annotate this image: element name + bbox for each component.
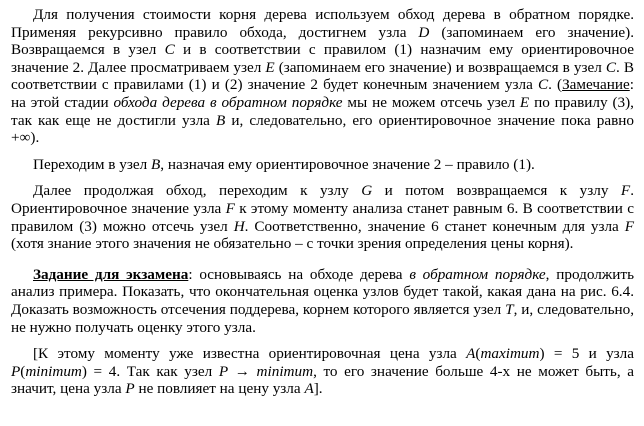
text: , то его значение больше 4-х не может быть, а значит, цена узла: [11, 362, 634, 398]
paragraph-exam-task: [11, 266, 634, 336]
text: (запоминаем его значение) и возвращаемся в узел: [274, 58, 606, 76]
var-F: F: [225, 199, 235, 217]
arrow: →: [228, 362, 257, 380]
var-minimum: minimum: [25, 362, 82, 380]
text: . (: [548, 76, 563, 94]
var-P: P: [11, 362, 21, 380]
text: Переходим в узел: [33, 155, 151, 173]
text: Далее продолжая обход, переходим к узлу: [33, 182, 362, 200]
text: ) = 5 и узла: [539, 345, 634, 363]
var-H: H: [233, 217, 245, 235]
text: к этому моменту анализа станет равным 6. В соответствии с правилом (3) можно отсечь узел: [11, 199, 634, 235]
var-P: P: [218, 362, 229, 380]
text: (: [475, 345, 481, 363]
var-F: F: [620, 182, 631, 200]
text: : на этой стадии: [11, 76, 634, 111]
emphasis: обхода дерева в обратном порядке: [113, 93, 343, 111]
text: мы не можем отсечь узел: [342, 93, 520, 111]
var-B: B: [150, 155, 161, 173]
text: [К этому моменту уже известна ориентировочная цена узла: [33, 345, 467, 363]
text: Для получения стоимости корня дерева используем обход дерева в обратном порядке. Применяя рекурсивно правило обхода, достигнем узла: [11, 6, 634, 41]
var-C: C: [537, 76, 549, 94]
paragraph-2: [11, 156, 634, 174]
emphasis: в обратном порядке: [409, 265, 546, 283]
text: . В соответствии с правилами (1) и (2) значение 2 будет конечным значением узла: [11, 58, 634, 94]
text: ].: [313, 380, 323, 398]
paragraph-bracket-note: [11, 345, 634, 398]
text: (запоминаем его значение). Возвращаемся в узел: [11, 23, 634, 59]
text: ) = 4. Так как узел: [81, 362, 219, 380]
text: по правилу (3), так как еще не достигли узла: [11, 93, 634, 129]
var-E: E: [265, 58, 275, 76]
var-B: B: [216, 111, 226, 129]
var-P: P: [125, 380, 135, 398]
text: и, следовательно, его ориентировочное значение пока равно +∞).: [11, 111, 634, 147]
text: и потом возвращаемся к узлу: [372, 182, 621, 200]
var-T: T: [505, 300, 514, 318]
var-E: E: [519, 93, 530, 111]
text: . Ориентировочное значение узла: [11, 182, 634, 217]
paragraph-1: [11, 6, 634, 147]
note-label: Замечание: [562, 76, 630, 94]
var-F: F: [624, 217, 634, 235]
var-C: C: [164, 41, 175, 59]
var-D: D: [418, 23, 430, 41]
text: (хотя знание этого значения не обязательно – с точки зрения определения цены корня).: [11, 235, 574, 253]
var-G: G: [361, 182, 373, 200]
var-maximum: maximum: [480, 345, 540, 363]
text: не повлияет на цену узла: [134, 380, 305, 398]
var-A: A: [466, 345, 476, 363]
text: (: [20, 362, 26, 380]
exam-task-label: Задание для экзамена: [33, 265, 189, 283]
text: . Соответственно, значение 6 станет конечным для узла: [244, 217, 625, 235]
var-minimum: minimum: [256, 362, 314, 380]
paragraph-3: [11, 182, 634, 252]
text: и в соответствии с правилом (1) назначим ему ориентировочное значение 2. Далее просматриваем узел: [11, 41, 634, 76]
var-A: A: [304, 380, 314, 398]
text: : основываясь на обходе дерева: [188, 265, 410, 283]
text: , продолжить анализ примера. Показать, что окончательная оценка узлов будет такой, какая дана на рис. 6.4. Доказать возможность отсечения поддерева, корнем которого является узел: [11, 265, 634, 318]
var-C: C: [605, 58, 617, 76]
text: , и, следовательно, не нужно получать оценку этого узла.: [11, 300, 635, 336]
text: , назначая ему ориентировочное значение 2 – правило (1).: [160, 155, 535, 173]
